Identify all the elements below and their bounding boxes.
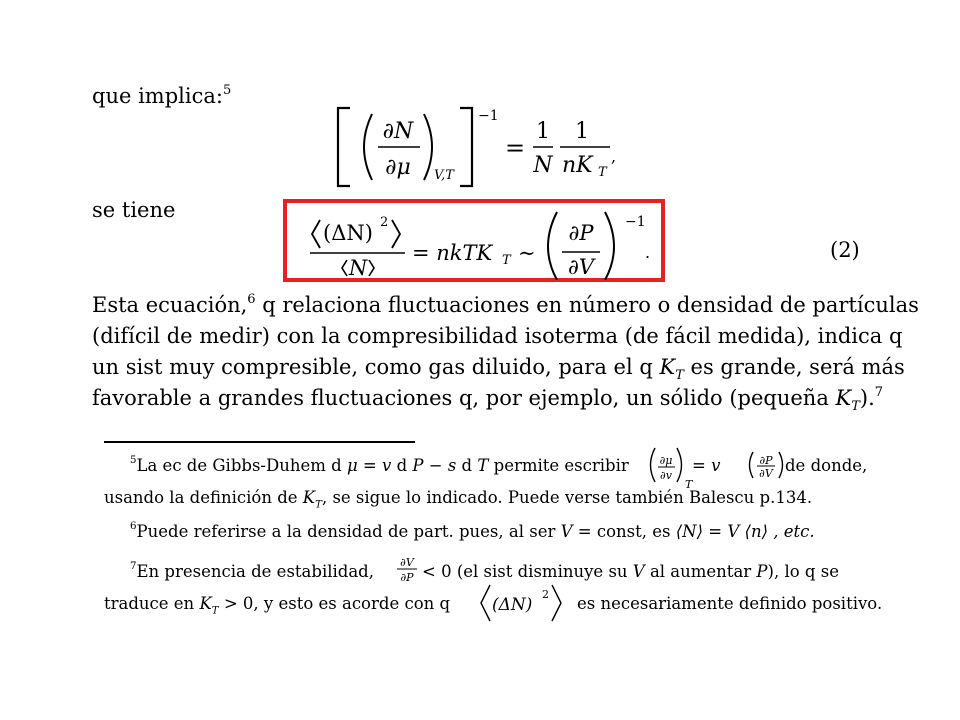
math-P: P — [412, 456, 424, 475]
right-paren — [424, 114, 432, 180]
num-left-angle — [312, 220, 320, 248]
math-K: K — [659, 355, 676, 379]
right-bracket — [460, 108, 472, 186]
rhs-partial-V: ∂V — [567, 255, 595, 279]
fn-text: = — [357, 456, 383, 475]
footnote-7-line-2-start — [104, 594, 451, 617]
math-T: T — [477, 456, 489, 475]
numerator-2: 1 — [575, 119, 589, 144]
math-V: V — [560, 522, 573, 541]
math-K: K — [199, 594, 212, 613]
footnote-mark-5: 5 — [130, 455, 137, 467]
math-K: K — [302, 488, 316, 507]
fn5-right-paren — [677, 448, 682, 482]
math-n-mean: ⟨n⟩ , etc. — [739, 522, 815, 541]
math-sub-T: T — [675, 368, 684, 384]
fn5-frac-den: ∂v — [660, 469, 672, 482]
tilde-sign: ∼ — [518, 241, 536, 265]
equation-number: (2) — [830, 238, 860, 262]
fn5-right-paren-2 — [779, 452, 783, 478]
fn7-frac-num: ∂V — [400, 556, 414, 569]
math-sub-T: T — [851, 399, 860, 415]
math-V: V — [727, 522, 740, 541]
lhs-numerator-exp: 2 — [380, 215, 389, 230]
para-text: Esta ecuación, — [92, 293, 248, 317]
partial-mu: ∂μ — [385, 155, 411, 180]
fn-text: La ec de Gibbs-Duhem d — [136, 456, 347, 475]
rhs-exponent: −1 — [625, 214, 646, 230]
equals-sign: = — [505, 134, 526, 162]
fn5-frac2-den: ∂V — [759, 467, 773, 480]
den-right-angle — [369, 260, 374, 276]
footnote-5-line-1 — [130, 456, 629, 475]
fn5-left-paren — [651, 448, 656, 482]
math-mu: μ — [346, 456, 358, 475]
math-v: v — [382, 456, 392, 475]
fn-text: ), lo q se — [767, 562, 839, 581]
fn-text: − — [423, 456, 448, 475]
equation-1 — [330, 100, 650, 195]
footnote-7-line-2-end: es necesariamente definido positivo. — [577, 594, 883, 613]
num-right-angle — [392, 220, 400, 248]
fn-text: d — [391, 456, 413, 475]
math-V: V — [632, 562, 645, 581]
denominator-nK: nK — [562, 153, 593, 178]
fn-text: d — [456, 456, 478, 475]
denominator-N: N — [533, 153, 553, 178]
equation-2 — [295, 202, 665, 280]
math-K: K — [835, 386, 852, 410]
se-tiene-label: se tiene — [92, 198, 176, 222]
math-sub-T: T — [315, 499, 322, 511]
footnote-ref-6: 6 — [247, 291, 256, 307]
footnote-6 — [130, 522, 815, 541]
fn-text: permite escribir — [488, 456, 629, 475]
fn5-left-paren-2 — [750, 452, 754, 478]
fn7-frac-den: ∂P — [400, 571, 414, 584]
paragraph-line-1 — [92, 290, 919, 321]
footnote-7-line-1-start — [130, 562, 374, 581]
para-text: ). — [859, 386, 875, 410]
paragraph-line-2: (difícil de medir) con la compresibilidad isoterma (de fácil medida), indica q — [92, 324, 903, 348]
para-text: es grande, será más — [683, 355, 905, 379]
intro-line — [92, 82, 232, 108]
footnote-7-line-1-end — [422, 562, 839, 581]
rhs-partial-P: ∂P — [568, 221, 594, 245]
rhs-left-paren — [548, 212, 557, 280]
fn-text: > 0, y esto es acorde con q — [218, 594, 451, 613]
footnote-mark-7: 7 — [130, 561, 137, 573]
math-P: P — [756, 562, 768, 581]
paragraph-line-3 — [92, 352, 905, 384]
fn7-inner-exp: 2 — [542, 588, 549, 601]
footnote-7-fraction — [393, 553, 423, 587]
footnote-5-line-2 — [104, 488, 813, 511]
left-paren — [364, 114, 372, 180]
footnote-ref-5: 5 — [222, 82, 232, 98]
fn-text: = — [692, 456, 712, 475]
fn-text: , se sigue lo indicado. Puede verse también Balescu p.134. — [321, 488, 813, 507]
middle-subscript: T — [502, 253, 511, 268]
middle-expression: = nkTK — [412, 241, 493, 265]
math-v: v — [711, 456, 721, 475]
footnote-ref-7: 7 — [874, 384, 884, 400]
footnote-rule — [104, 441, 415, 443]
footnote-7-angle-expr — [478, 582, 578, 626]
fn5-frac2-num: ∂P — [759, 454, 773, 467]
fn7-left-angle — [481, 585, 490, 621]
paragraph-line-4 — [92, 383, 882, 414]
fn5-frac-sub: T — [685, 478, 693, 490]
fn-text: traduce en — [104, 594, 200, 613]
fn7-inner: (ΔN) — [492, 595, 533, 615]
math-N-mean: ⟨N⟩ = — [675, 522, 728, 541]
numerator-1: 1 — [536, 119, 550, 144]
para-text: un sist muy compresible, como gas diluido, para el q — [92, 355, 660, 379]
para-text: q relaciona fluctuaciones en número o densidad de partículas — [255, 293, 919, 317]
footnote-5-line-1-cont — [692, 456, 720, 475]
left-bracket — [338, 108, 350, 186]
fn-text: < 0 (el sist disminuye su — [422, 562, 633, 581]
fn-text: = const, es — [572, 522, 676, 541]
main-paragraph — [92, 290, 919, 415]
eq1-comma: , — [611, 147, 617, 166]
fn5-frac-num: ∂μ — [659, 454, 673, 467]
fn-text: Puede referirse a la densidad de part. pues, al ser — [136, 522, 561, 541]
math-sub-T: T — [211, 605, 219, 617]
math-s: s — [447, 456, 457, 475]
lhs-denominator: N — [348, 256, 368, 280]
fn-text: al aumentar — [644, 562, 757, 581]
fn7-right-angle — [552, 585, 561, 621]
intro-text: que implica: — [92, 84, 223, 108]
lhs-numerator: (ΔN) — [323, 221, 373, 245]
fn-text: En presencia de estabilidad, — [136, 562, 374, 581]
eq2-period: . — [645, 243, 651, 262]
exponent-minus-one: −1 — [478, 108, 499, 124]
footnote-mark-6: 6 — [130, 521, 137, 533]
rhs-right-paren — [605, 212, 614, 280]
denominator-subscript-T: T — [598, 165, 607, 180]
para-text: favorable a grandes fluctuaciones q, por ejemplo, un sólido (pequeña — [92, 386, 836, 410]
partial-N: ∂N — [382, 119, 414, 144]
subscript-VT: V,T — [434, 168, 454, 183]
den-left-angle — [342, 260, 347, 276]
fn-text: usando la definición de — [104, 488, 303, 507]
footnote-5-line-1-end: de donde, — [785, 456, 868, 475]
